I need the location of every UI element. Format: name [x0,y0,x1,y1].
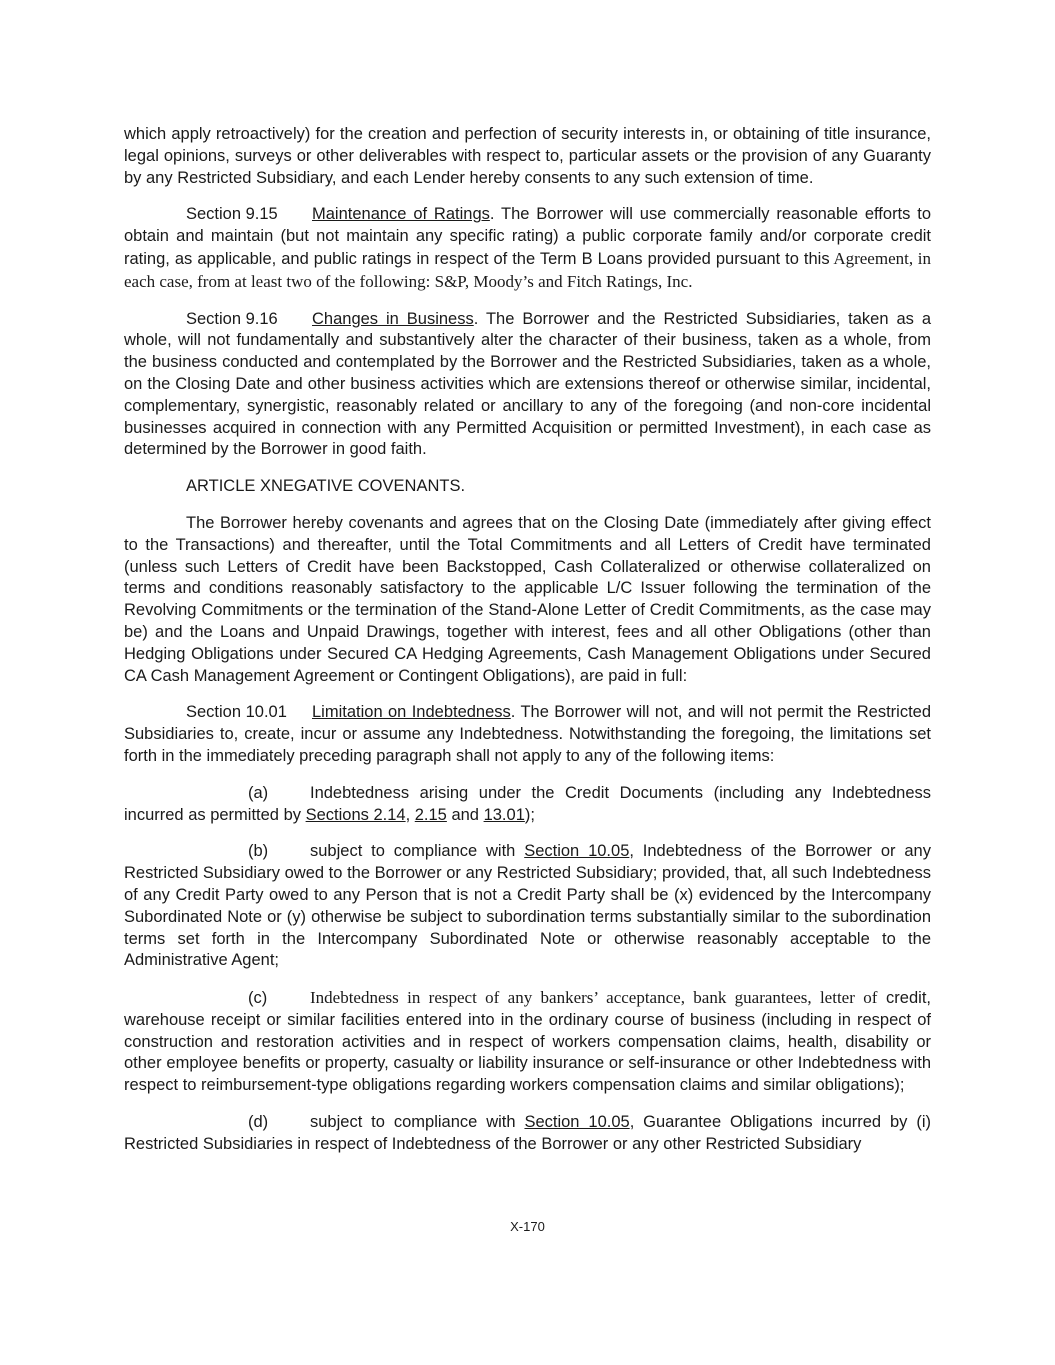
article-intro [124,513,931,687]
item-b [124,841,931,972]
item-label: (c) [248,989,268,1008]
item-c [124,987,931,1097]
item-label: (d) [248,1113,269,1132]
item-text-serif: Indebtedness in respect of any bankers’ acceptance, bank guarantees, letter of [310,988,878,1008]
section-number: Section 9.16 [186,309,278,328]
section-body: The Borrower will not, and will not permit the Restricted Subsidiaries to, create, incur or assume any Indebtedness. Notwithstanding the foregoing, the limitations set forth in the immediately preceding paragraph shall not apply to any of the following items: [124,703,932,765]
item-separator: , [405,805,415,824]
section-title-period: . [510,703,516,722]
item-text: subject to compliance with [310,1113,525,1132]
item-label: (b) [248,842,269,861]
section-title: Limitation on Indebtedness [312,703,511,722]
paragraph-continuation [124,124,931,189]
section-body-serif: Agreement, in each case, from at least two of the following: S&P, Moody’s and Fitch Ratings, Inc. [124,248,932,291]
article-intro-text: The Borrower hereby covenants and agrees that on the Closing Date (immediately after giving effect to the Transactions) and thereafter, until the Total Commitments and all Letters of Credit have terminated (unless such Letters of Credit have been Backstopped, Cash Collateralized or otherwise collateralized on terms and conditions reasonably satisfactory to the applicable L/C Issuer following the termination of the Revolving Commitments or the termination of the Stand-Alone Letter of Credit Commitments, as the case may be) and the Loans and Unpaid Drawings, together with interest, fees and all other Obligations (other than Hedging Obligations under Secured CA Hedging Agreements, Cash Management Obligations under Secured CA Cash Management Agreement or Contingent Obligations), are paid in full: [124,513,931,685]
cross-reference: Section 10.05 [524,1113,630,1132]
section-title: Changes in Business [312,309,474,328]
section-body: The Borrower will use commercially reasonable efforts to obtain and maintain (but not maintain any specific rating) a public corporate family and/or corporate credit rating, as applicable, and public ratings in respect of the Term B Loans provided pursuant to this [124,205,931,268]
section-9-15 [124,204,931,293]
section-9-16 [124,309,931,462]
cross-reference: Sections 2.14 [305,805,406,824]
item-a [124,783,931,827]
section-number: Section 10.01 [186,703,287,722]
cross-reference: Section 10.05 [524,842,630,861]
section-title-period: . [489,205,495,224]
item-d [124,1112,931,1156]
cross-reference: 13.01 [483,805,525,824]
section-title: Maintenance of Ratings [312,205,490,224]
item-text-end: , Indebtedness of the Borrower or any Restricted Subsidiary owed to the Borrower or any Restricted Subsidiary; provided, that, all such Indebtedness of any Credit Party owed to any Person that is not a Credit Party shall be (x) evidenced by the Intercompany Subordinated Note or (y) otherwise be subject to subordination terms substantially similar to the subordination terms set forth in the Intercompany Subordinated Note or otherwise reasonably acceptable to the Administrative Agent; [124,842,931,970]
item-separator: and [446,805,484,824]
continuation-text: which apply retroactively) for the creation and perfection of security interests in, or obtaining of title insurance, legal opinions, surveys or other deliverables with respect to, particular assets or the provision of any Guaranty by any Restricted Subsidiary, and each Lender hereby consents to any such extension of time. [124,125,931,187]
article-heading [124,476,931,498]
item-text-end: ); [524,805,535,824]
section-body: The Borrower and the Restricted Subsidiaries, taken as a whole, will not fundamentally and substantively alter the character of their business, taken as a whole, from the business conducted and contemplated by the Borrower and the Restricted Subsidiaries, taken as a whole, on the Closing Date and other business activities which are extensions thereof or otherwise similar, incidental, complementary, synergistic, reasonably related or ancillary to any of the foregoing (and non-core incidental businesses acquired in connection with any Permitted Acquisition or permitted Investment), in each case as determined by the Borrower in good faith. [124,309,931,459]
article-heading-text: ARTICLE XNEGATIVE COVENANTS. [186,477,466,496]
section-title-period: . [473,309,479,328]
item-text: Indebtedness arising under the Credit Documents (including any Indebtedness incurred as permitted by [124,783,931,824]
cross-reference: 2.15 [414,805,447,824]
item-text: subject to compliance with [310,842,525,861]
section-number: Section 9.15 [186,205,278,224]
item-text-end: , Guarantee Obligations incurred by (i) Restricted Subsidiaries in respect of Indebtedness of the Borrower or any other Restricted Subsidiary [124,1113,931,1153]
section-10-01 [124,702,931,767]
item-label: (a) [248,783,269,802]
page-content [124,124,931,1156]
page-number: X-170 [510,1219,545,1234]
item-text: credit, warehouse receipt or similar facilities entered into in the ordinary course of business (including in respect of construction and restoration activities and in respect of workers compensation claims, health, disability or other employee benefits or property, casualty or liability insurance or self-insurance or other Indebtedness with respect to reimbursement-type obligations regarding workers compensation claims and similar obligations); [124,989,931,1095]
